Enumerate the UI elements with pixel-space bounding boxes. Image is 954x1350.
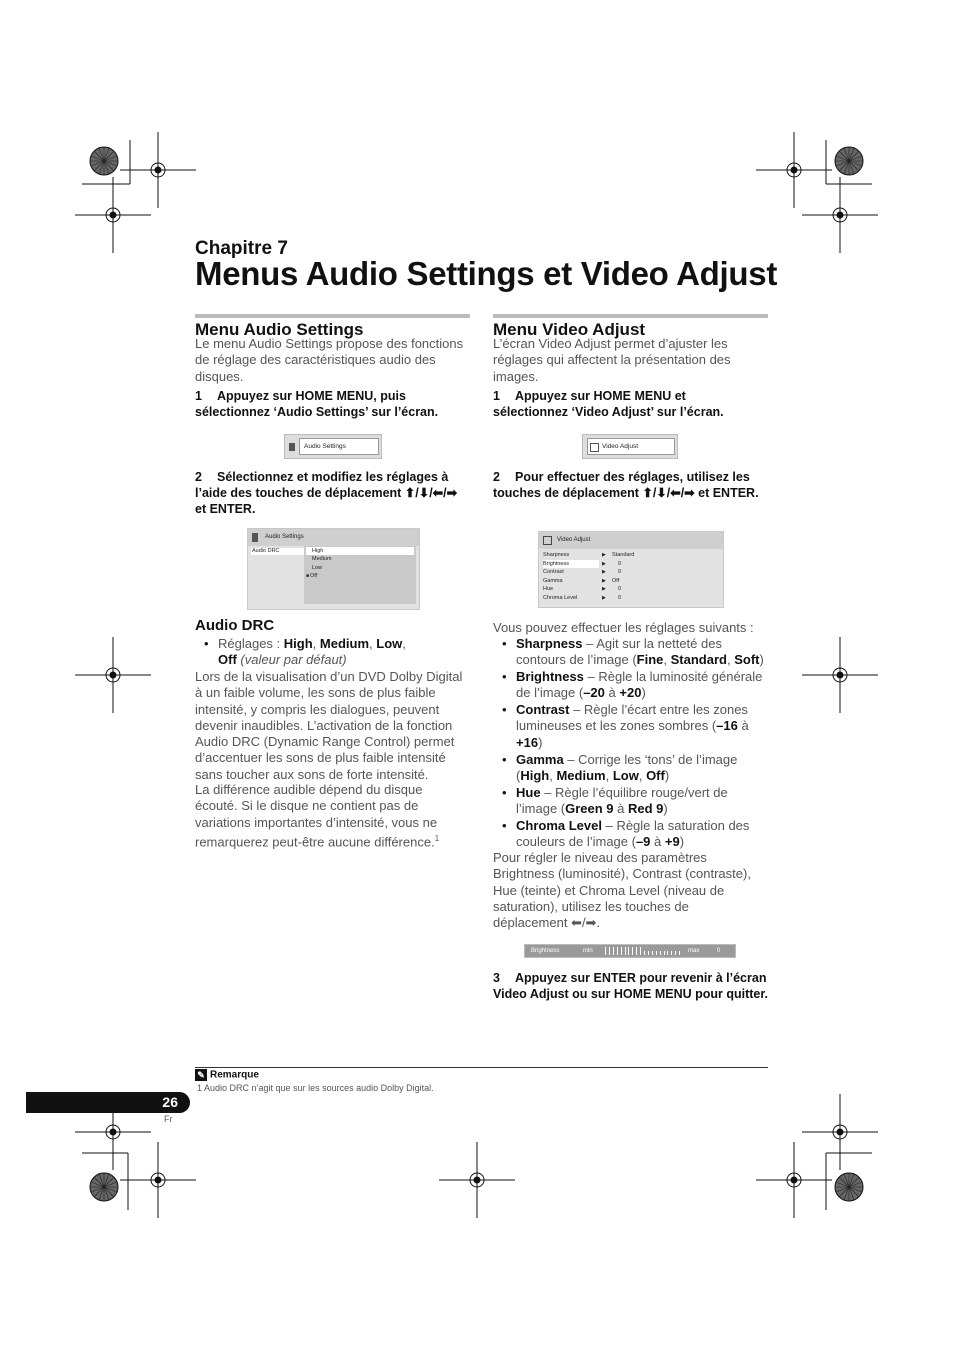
slider-max-label: max xyxy=(688,948,700,954)
video-adjust-button-label: Video Adjust xyxy=(587,438,675,455)
osd-row-label: Gamma xyxy=(543,577,563,584)
slider-tick xyxy=(675,951,676,955)
arrow-right-icon: ▶ xyxy=(602,560,606,567)
video-setting-item: • Chroma Level – Règle la saturation des couleurs de l’image (–9 à +9) xyxy=(493,818,768,851)
audio-settings-osd xyxy=(247,528,420,610)
slider-tick xyxy=(609,947,610,955)
arrow-right-icon: ▶ xyxy=(602,594,606,601)
video-adjust-icon xyxy=(543,536,552,545)
osd-row[interactable] xyxy=(542,568,720,577)
osd-option-medium[interactable]: Medium xyxy=(312,556,332,562)
slider-tick xyxy=(664,951,665,955)
page-number: 26 xyxy=(162,1094,178,1110)
slider-tick xyxy=(648,951,649,955)
osd-row-value: 0 xyxy=(618,569,622,576)
step-text: Appuyez sur ENTER pour revenir à l’écran Video Adjust ou sur HOME MENU pour quitter. xyxy=(493,971,769,1002)
audio-step-2 xyxy=(195,469,470,518)
slider-tick xyxy=(640,947,641,955)
osd-row-label: Hue xyxy=(543,586,554,593)
arrow-right-icon: ▶ xyxy=(602,552,606,558)
video-setting-item: • Hue – Règle l’équilibre rouge/vert de l’image (Green 9 à Red 9) xyxy=(493,785,768,818)
slider-tick xyxy=(617,947,618,955)
slider-tick xyxy=(628,947,629,955)
slider-tick xyxy=(605,947,606,955)
osd-item-audio-drc[interactable] xyxy=(251,548,304,555)
page-title: Menus Audio Settings et Video Adjust xyxy=(195,255,778,292)
osd-item-label: Audio DRC xyxy=(252,548,280,554)
language-label: Fr xyxy=(164,1114,173,1124)
video-adjust-icon xyxy=(590,443,599,452)
step-text: Sélectionnez et modifiez les réglages à l’aide des touches de déplacement ⬆/⬇/⬅/➡ et ENTER. xyxy=(195,470,458,517)
arrow-right-icon: ▶ xyxy=(602,569,606,576)
slider-tick xyxy=(632,947,633,955)
footnote-text: 1 Audio DRC n’agit que sur les sources audio Dolby Digital. xyxy=(197,1083,434,1093)
osd-header xyxy=(539,532,723,549)
speaker-icon xyxy=(252,533,258,542)
note-header xyxy=(195,1069,259,1081)
slider-tick xyxy=(625,947,626,955)
slider-tick xyxy=(679,951,680,955)
step-number: 1 xyxy=(493,389,500,403)
arrow-right-icon: ▶ xyxy=(602,586,606,593)
video-setting-item: • Sharpness – Agit sur la netteté des contours de l’image (Fine, Standard, Soft) xyxy=(493,636,768,669)
slider-tick xyxy=(667,951,668,955)
audio-settings-button-label: Audio Settings xyxy=(299,438,379,455)
video-step-1 xyxy=(493,388,755,420)
audio-settings-heading: Menu Audio Settings xyxy=(195,320,364,339)
slider-tick xyxy=(621,947,622,955)
osd-row[interactable] xyxy=(542,577,720,586)
osd-row[interactable] xyxy=(542,585,720,594)
osd-options-panel xyxy=(304,546,416,604)
footnote-reference[interactable]: 1 xyxy=(434,833,440,843)
osd-row[interactable] xyxy=(542,551,720,560)
video-adjust-intro: L’écran Video Adjust permet d’ajuster les réglages qui affectent la présentation des images. xyxy=(493,336,731,384)
osd-row-value: 0 xyxy=(618,594,622,601)
step-text: Appuyez sur HOME MENU, puis sélectionnez ‘Audio Settings’ sur l’écran. xyxy=(195,389,439,420)
slider-tick xyxy=(656,951,657,955)
osd-title: Video Adjust xyxy=(557,537,591,543)
osd-row[interactable] xyxy=(542,594,720,603)
video-setting-item: • Contrast – Règle l’écart entre les zones lumineuses et les zones sombres (–16 à +16) xyxy=(493,702,768,751)
slider-ticks xyxy=(605,947,683,955)
video-step-3 xyxy=(493,970,768,1002)
audio-settings-intro: Le menu Audio Settings propose des fonctions de réglage des caractéristiques audio des disques. xyxy=(195,336,464,384)
slider-tick xyxy=(636,947,637,955)
slider-min-label: min xyxy=(583,948,593,954)
osd-row-value: Off xyxy=(612,577,620,584)
video-adjust-heading: Menu Video Adjust xyxy=(493,320,646,339)
step-number: 2 xyxy=(493,470,500,484)
osd-rows xyxy=(542,551,720,603)
video-settings-list xyxy=(493,636,768,851)
step-number: 3 xyxy=(493,971,500,985)
osd-option-low[interactable]: Low xyxy=(312,564,323,571)
chapter-label: Chapitre 7 xyxy=(195,238,288,259)
audio-drc-heading: Audio DRC xyxy=(195,617,275,634)
video-adjust-paragraph: Pour régler le niveau des paramètres Brightness (luminosité), Contrast (contraste), Hue (teinte) et Chroma Level (niveau de saturation), utilisez les touches de déplacement ⬅/➡. xyxy=(493,850,751,931)
note-label: Remarque xyxy=(210,1069,259,1081)
note-divider xyxy=(195,1067,768,1068)
osd-header xyxy=(248,529,419,546)
audio-settings-menu-button[interactable] xyxy=(284,434,382,459)
slider-label: Brightness xyxy=(531,948,560,954)
video-list-intro: Vous pouvez effectuer les réglages suivants : xyxy=(493,620,754,635)
osd-row-label: Contrast xyxy=(543,569,564,576)
osd-option-high[interactable]: High xyxy=(306,547,414,555)
slider-tick xyxy=(660,951,661,955)
osd-row-label: Brightness xyxy=(543,560,599,569)
osd-row-value: 0 xyxy=(618,586,622,593)
page-number-tab xyxy=(26,1092,190,1113)
selected-marker-icon: ■ xyxy=(306,573,310,580)
osd-row[interactable] xyxy=(542,560,720,569)
osd-title: Audio Settings xyxy=(265,534,304,540)
step-number: 1 xyxy=(195,389,202,403)
video-adjust-osd xyxy=(538,531,724,608)
video-step-2 xyxy=(493,469,763,501)
audio-drc-settings: • Réglages : High, Medium, Low, Off (valeur par défaut) xyxy=(195,636,473,669)
slider-tick xyxy=(671,951,672,955)
step-text: Appuyez sur HOME MENU et sélectionnez ‘Video Adjust’ sur l’écran. xyxy=(493,389,724,420)
audio-drc-paragraph-2: La différence audible dépend du disque écouté. Si le disque ne contient pas de variations importantes d’intensité, vous ne remarquerez peut-être aucune différence.$^1$ xyxy=(195,782,440,850)
video-adjust-menu-button[interactable] xyxy=(582,434,678,459)
slider-tick xyxy=(613,947,614,955)
brightness-slider[interactable] xyxy=(524,944,736,958)
osd-row-label: Sharpness xyxy=(543,552,570,558)
video-setting-item: • Gamma – Corrige les ‘tons’ de l’image (High, Medium, Low, Off) xyxy=(493,752,768,785)
slider-value: 0 xyxy=(717,948,721,954)
pencil-icon: ✎ xyxy=(195,1069,207,1081)
video-setting-item: • Brightness – Règle la luminosité générale de l’image (–20 à +20) xyxy=(493,669,768,702)
section-divider xyxy=(493,314,768,318)
section-divider xyxy=(195,314,470,318)
audio-drc-paragraph-1: Lors de la visualisation d’un DVD Dolby Digital à un faible volume, les sons de plus faible intensité, y compris les dialogues, peuvent devenir inaudibles. L’activation de la fonction Audio DRC (Dynamic Range Control) permet d’accentuer les sons de plus faible intensité sans toucher aux sons de forte intensité. xyxy=(195,669,463,782)
step-number: 2 xyxy=(195,470,202,484)
osd-row-value: Standard xyxy=(612,552,635,558)
osd-option-off[interactable]: ■Off xyxy=(306,573,318,580)
audio-step-1 xyxy=(195,388,470,420)
step-text: Pour effectuer des réglages, utilisez les touches de déplacement ⬆/⬇/⬅/➡ et ENTER. xyxy=(493,470,759,501)
arrow-right-icon: ▶ xyxy=(602,577,606,584)
speaker-icon xyxy=(289,443,295,451)
osd-row-value: 0 xyxy=(618,560,622,567)
osd-row-label: Chroma Level xyxy=(543,594,578,601)
slider-tick xyxy=(652,951,653,955)
slider-tick xyxy=(644,951,645,955)
